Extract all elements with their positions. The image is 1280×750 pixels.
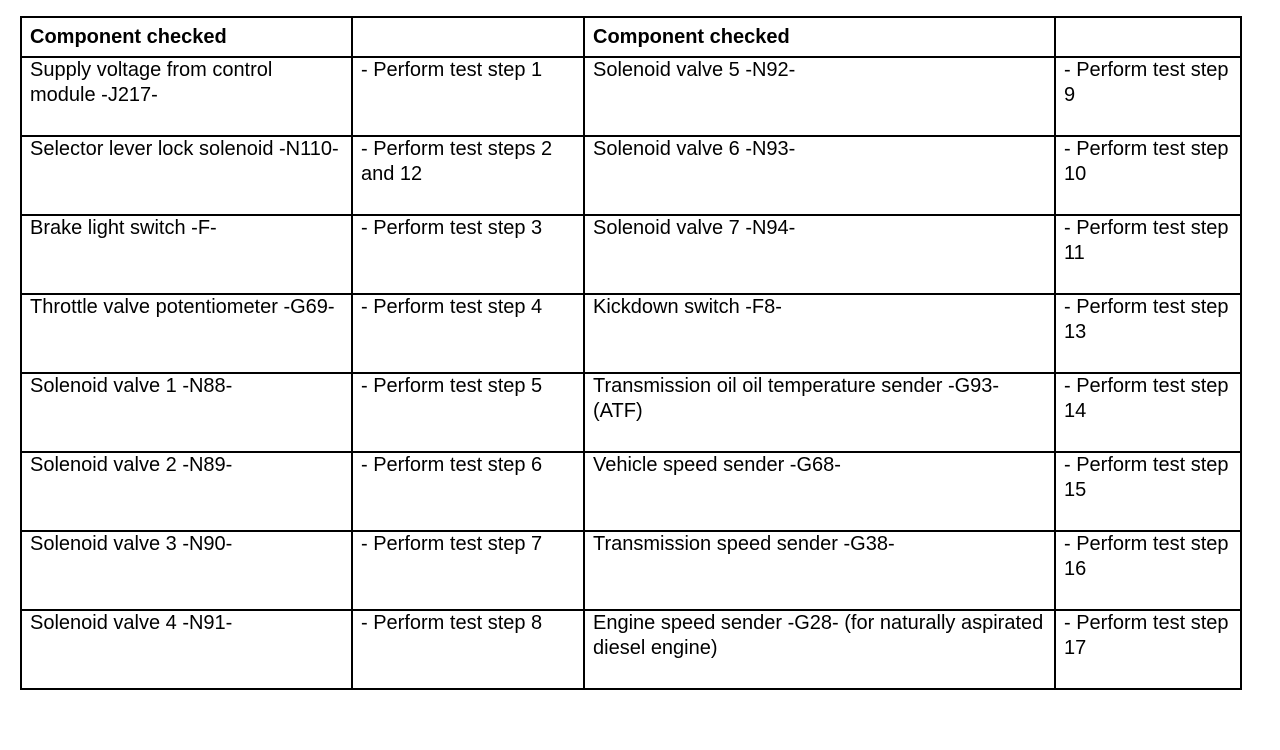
left-action-cell: - Perform test step 1 [352, 57, 584, 136]
right-component-cell: Transmission speed sender -G38- [584, 531, 1055, 610]
table-row [21, 136, 1241, 215]
left-action-cell: - Perform test step 6 [352, 452, 584, 531]
table-row [21, 294, 1241, 373]
right-action-cell: - Perform test step 17 [1055, 610, 1241, 689]
left-action-cell: - Perform test step 4 [352, 294, 584, 373]
table-row [21, 215, 1241, 294]
left-component-cell: Solenoid valve 3 -N90- [21, 531, 352, 610]
header-component-left: Component checked [21, 17, 352, 57]
right-component-cell: Vehicle speed sender -G68- [584, 452, 1055, 531]
left-component-cell: Throttle valve potentiometer -G69- [21, 294, 352, 373]
table-row [21, 531, 1241, 610]
left-action-cell: - Perform test step 3 [352, 215, 584, 294]
right-component-cell: Solenoid valve 6 -N93- [584, 136, 1055, 215]
left-component-cell: Solenoid valve 1 -N88- [21, 373, 352, 452]
right-action-cell: - Perform test step 11 [1055, 215, 1241, 294]
header-action-right [1055, 17, 1241, 57]
left-action-cell: - Perform test step 8 [352, 610, 584, 689]
table-row [21, 373, 1241, 452]
left-action-cell: - Perform test step 5 [352, 373, 584, 452]
right-action-cell: - Perform test step 13 [1055, 294, 1241, 373]
right-action-cell: - Perform test step 16 [1055, 531, 1241, 610]
right-action-cell: - Perform test step 9 [1055, 57, 1241, 136]
right-component-cell: Transmission oil oil temperature sender -G93- (ATF) [584, 373, 1055, 452]
table-header-row [21, 17, 1241, 57]
left-component-cell: Solenoid valve 4 -N91- [21, 610, 352, 689]
left-action-cell: - Perform test step 7 [352, 531, 584, 610]
right-action-cell: - Perform test step 10 [1055, 136, 1241, 215]
left-component-cell: Solenoid valve 2 -N89- [21, 452, 352, 531]
left-action-cell: - Perform test steps 2 and 12 [352, 136, 584, 215]
header-action-left [352, 17, 584, 57]
right-component-cell: Solenoid valve 7 -N94- [584, 215, 1055, 294]
left-component-cell: Selector lever lock solenoid -N110- [21, 136, 352, 215]
table-row [21, 452, 1241, 531]
right-component-cell: Engine speed sender -G28- (for naturally aspirated diesel engine) [584, 610, 1055, 689]
header-component-right: Component checked [584, 17, 1055, 57]
table-row [21, 57, 1241, 136]
table-row [21, 610, 1241, 689]
left-component-cell: Supply voltage from control module -J217- [21, 57, 352, 136]
component-test-table [20, 16, 1242, 690]
right-component-cell: Solenoid valve 5 -N92- [584, 57, 1055, 136]
left-component-cell: Brake light switch -F- [21, 215, 352, 294]
right-action-cell: - Perform test step 14 [1055, 373, 1241, 452]
right-component-cell: Kickdown switch -F8- [584, 294, 1055, 373]
right-action-cell: - Perform test step 15 [1055, 452, 1241, 531]
